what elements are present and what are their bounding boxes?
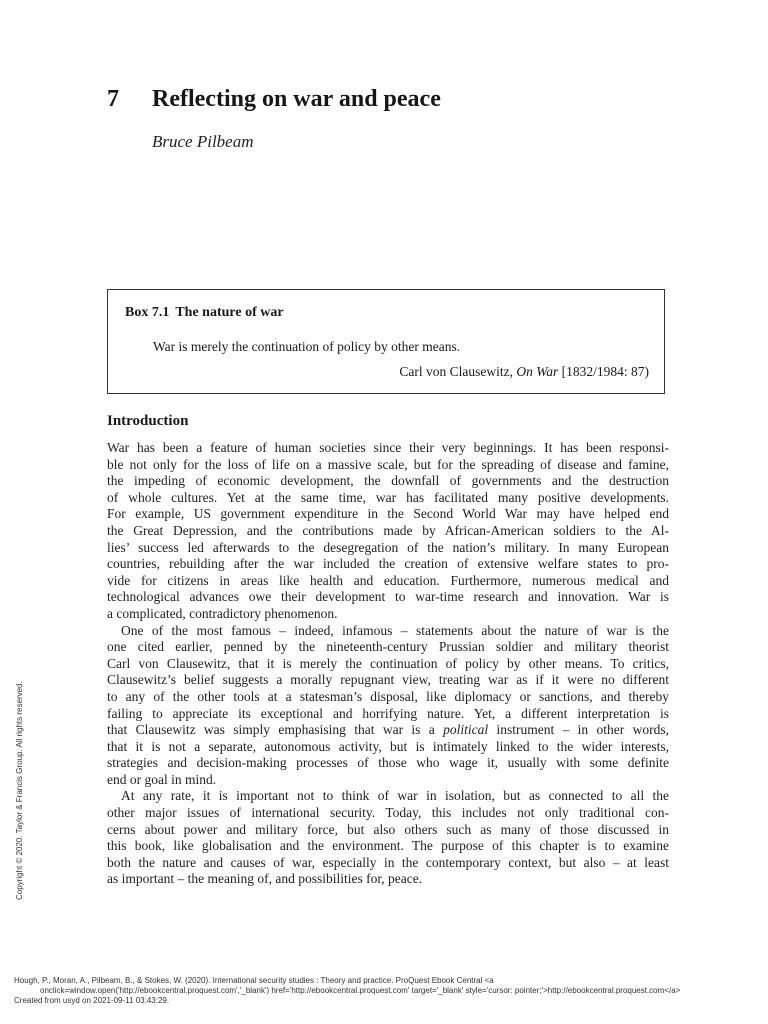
chapter-author: Bruce Pilbeam (152, 132, 254, 151)
text-line: War has been a feature of human societies since their very beginnings. It has been responsi- (107, 440, 669, 455)
text-line: At any rate, it is important not to think of war in isolation, but as connected to all the (121, 788, 669, 804)
text-line: both the nature and causes of war, especially in the contemporary context, but also – at least (107, 854, 669, 870)
citation-footer (14, 976, 766, 1006)
text-line: technological advances owe their development to war-time research and innovation. War is (107, 589, 669, 605)
text-line: cerns about power and military force, but also others such as many of those discussed in (107, 821, 669, 837)
text-line: lies’ success led afterwards to the desegregation of the nation’s military. In many European (107, 539, 669, 555)
text-line: the Great Depression, and the contributions made by African-American soldiers to the Al- (107, 522, 669, 538)
chapter-heading (107, 86, 441, 113)
paragraph-1 (107, 440, 669, 623)
box-heading (125, 305, 284, 321)
text-line: end or goal in mind. (107, 771, 217, 787)
citation-work: On War (516, 364, 559, 379)
quote-box (107, 289, 665, 394)
box-label: Box 7.1 (125, 305, 170, 320)
text-line: to any of the other tools at a statesman’s disposal, like diplomacy or sanctions, and thereby (107, 688, 669, 704)
citation-author: Carl von Clausewitz, (399, 364, 517, 379)
text-line: ble not only for the loss of life on a massive scale, but for the spreading of disease and famine, (107, 456, 669, 472)
text-line: countries, rebuilding after the war included the creation of extensive welfare states to pro- (107, 556, 669, 572)
paragraph-3 (107, 788, 669, 888)
text-line: this book, like globalisation and the environment. The purpose of this chapter is to examine (107, 838, 669, 854)
footer-line-3: Created from usyd on 2021-09-11 03:43:29. (14, 996, 170, 1005)
text-line: of whole cultures. Yet at the same time, war has facilitated many positive developments. (107, 489, 669, 505)
box-quote: War is merely the continuation of policy by other means. (153, 339, 461, 354)
text-line: Clausewitz’s belief suggests a morally repugnant view, treating war as if it were no different (107, 672, 669, 688)
text-line: a complicated, contradictory phenomenon. (107, 605, 338, 621)
text-line: other major issues of international security. Today, this includes not only traditional con- (107, 805, 669, 821)
chapter-number: 7 (107, 86, 119, 112)
text-line: that it is not a separate, autonomous activity, but is intimately linked to the wider interests, (107, 738, 669, 754)
text-segment: that Clausewitz was simply emphasising that war is a (107, 722, 444, 738)
text-line: one cited earlier, penned by the nineteenth-century Prussian soldier and military theorist (107, 639, 669, 655)
text-line: One of the most famous – indeed, infamous – statements about the nature of war is the (121, 622, 669, 638)
text-line: Carl von Clausewitz, that it is merely the continuation of policy by other means. To critics, (107, 655, 669, 671)
copyright-notice: Copyright © 2020. Taylor & Francis Group. All rights reserved. (15, 681, 24, 900)
text-line (107, 722, 669, 739)
citation-year: [1832/1984: 87) (558, 364, 649, 379)
box-title: The nature of war (175, 305, 284, 320)
section-heading: Introduction (107, 413, 189, 429)
body-text (107, 440, 669, 888)
text-line: as important – the meaning of, and possibilities for, peace. (107, 871, 423, 887)
box-citation (399, 364, 649, 380)
paragraph-2 (107, 623, 669, 789)
chapter-title: Reflecting on war and peace (152, 86, 441, 112)
emphasis: political (443, 722, 489, 738)
text-segment: instrument – in other words, (488, 722, 669, 738)
footer-line-1: Hough, P., Moran, A., Pilbeam, B., & Stokes, W. (2020). International security studies : Theory and practice. ProQuest Ebook Central <a (14, 976, 494, 985)
text-line: failing to appreciate its exceptional and horrifying nature. Yet, a different interpretation is (107, 705, 669, 721)
text-line: vide for citizens in areas like health and education. Furthermore, numerous medical and (107, 572, 669, 588)
text-line: the impeding of economic development, the downfall of governments and the destruction (107, 473, 669, 489)
text-line: For example, US government expenditure in the Second World War may have helped end (107, 506, 669, 522)
footer-line-2: onclick=window.open('http://ebookcentral.proquest.com','_blank') href='http://ebookcentral.proquest.com' target='_blank' style='cursor: pointer;'>http://ebookcentral.proquest.com</a> (40, 986, 681, 995)
text-line: strategies and decision-making processes of those who wage it, usually with some definite (107, 755, 669, 771)
